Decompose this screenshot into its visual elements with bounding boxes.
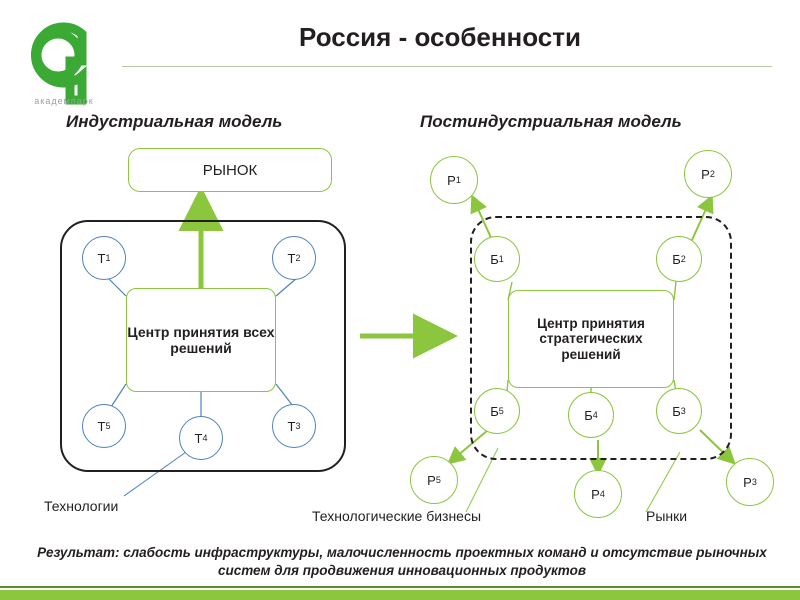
node-t4-label: Т xyxy=(194,430,203,446)
node-t1-label: Т xyxy=(97,250,106,266)
node-b5-sub: 5 xyxy=(498,406,504,416)
node-r5 xyxy=(410,456,458,504)
node-b4-label: Б xyxy=(584,407,593,423)
node-t5-label: Т xyxy=(97,418,106,434)
decision-center-left xyxy=(126,288,276,392)
market-box xyxy=(128,148,332,192)
node-t3-sub: 3 xyxy=(295,421,301,431)
logo-caption: академпарк xyxy=(34,96,94,106)
footer-conclusion: Результат: слабость инфраструктуры, малочисленность проектных команд и отсутствие рыночных систем для продвижения инновационных продуктов xyxy=(37,545,767,579)
node-b3-sub: 3 xyxy=(680,406,686,416)
node-r1 xyxy=(430,156,478,204)
node-r3-label: Р xyxy=(743,474,752,490)
node-r4-sub: 4 xyxy=(599,489,605,499)
page-title: Россия - особенности xyxy=(299,22,581,52)
caption-tech-businesses: Технологические бизнесы xyxy=(312,508,482,524)
title-divider xyxy=(122,66,772,67)
node-r2-sub: 2 xyxy=(709,169,715,179)
node-b1-sub: 1 xyxy=(498,254,504,264)
node-r3 xyxy=(726,458,774,506)
node-t3 xyxy=(272,404,316,448)
caption-markets: Рынки xyxy=(646,508,688,524)
footer-rule xyxy=(0,590,800,600)
decision-center-right-label: Центр принятия стратегических решений xyxy=(537,315,645,362)
node-b4-sub: 4 xyxy=(592,410,598,420)
node-r4 xyxy=(574,470,622,518)
node-b5 xyxy=(474,388,520,434)
node-t1 xyxy=(82,236,126,280)
node-t4 xyxy=(179,416,223,460)
node-b2 xyxy=(656,236,702,282)
node-t1-sub: 1 xyxy=(105,253,111,263)
node-r2-label: Р xyxy=(701,166,710,182)
market-label: РЫНОК xyxy=(202,161,258,179)
node-t2-sub: 2 xyxy=(295,253,301,263)
node-b2-label: Б xyxy=(672,251,681,267)
node-b3-label: Б xyxy=(672,403,681,419)
node-t5-sub: 5 xyxy=(105,421,111,431)
node-r5-sub: 5 xyxy=(435,475,441,485)
node-b3 xyxy=(656,388,702,434)
node-b4 xyxy=(568,392,614,438)
node-t4-sub: 4 xyxy=(202,433,208,443)
node-r1-sub: 1 xyxy=(455,175,461,185)
section-heading-postindustrial: Постиндустриальная модель xyxy=(420,112,682,131)
node-r2 xyxy=(684,150,732,198)
node-r4-label: Р xyxy=(591,486,600,502)
node-t3-label: Т xyxy=(287,418,296,434)
node-b2-sub: 2 xyxy=(680,254,686,264)
node-t2-label: Т xyxy=(287,250,296,266)
node-r1-label: Р xyxy=(447,172,456,188)
section-heading-industrial: Индустриальная модель xyxy=(66,112,283,131)
caption-technologies: Технологии xyxy=(44,498,119,514)
node-t2 xyxy=(272,236,316,280)
node-r3-sub: 3 xyxy=(751,477,757,487)
node-b5-label: Б xyxy=(490,403,499,419)
node-r5-label: Р xyxy=(427,472,436,488)
decision-center-right xyxy=(508,290,674,388)
node-b1-label: Б xyxy=(490,251,499,267)
node-t5 xyxy=(82,404,126,448)
node-b1 xyxy=(474,236,520,282)
footer-rule-dark xyxy=(0,586,800,588)
decision-center-left-label: Центр принятия всех решений xyxy=(127,323,275,356)
